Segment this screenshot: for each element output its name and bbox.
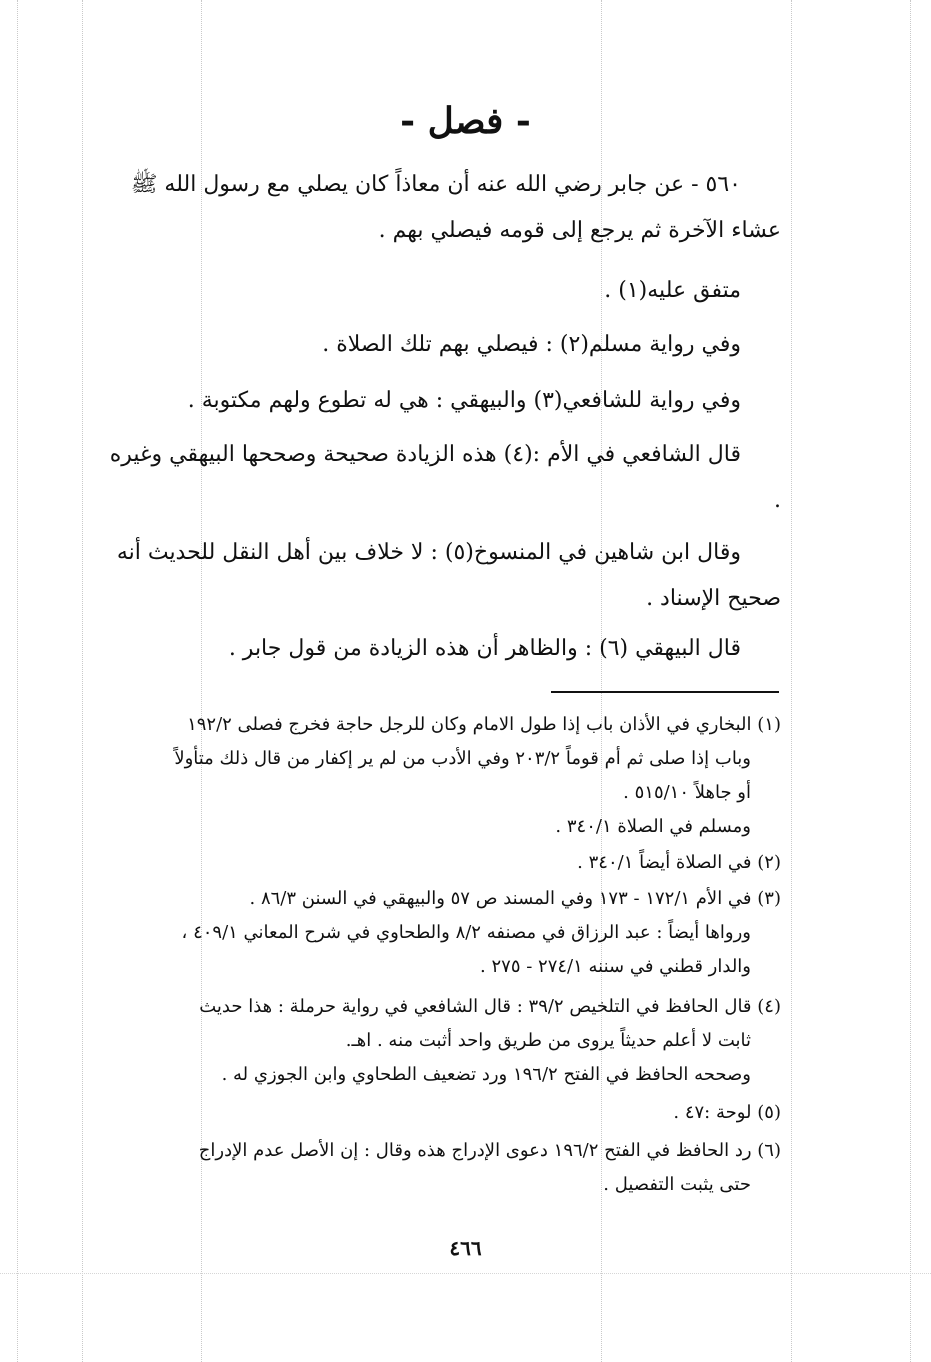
scan-guide-line: [17, 0, 18, 1362]
footnote-line: قال الحافظ في التلخيص ٣٩/٢ : قال الشافعي في رواية حرملة : هذا حديث: [199, 996, 752, 1017]
footnote-number: (٢): [757, 852, 781, 873]
footnote-line: ومسلم في الصلاة ٣٤٠/١ .: [555, 816, 751, 837]
footnote-line: رد الحافظ في الفتح ١٩٦/٢ دعوى الإدراج هذه وقال : إن الأصل عدم الإدراج: [198, 1140, 752, 1161]
footnote: [81, 846, 781, 880]
footnote-number: (٣): [757, 888, 781, 909]
footnote: [81, 708, 781, 844]
footnote-line: في الصلاة أيضاً ٣٤٠/١ .: [577, 852, 752, 873]
footnote: [81, 1134, 781, 1202]
scan-guide-line: [791, 0, 792, 1362]
footnote-line: وصححه الحافظ في الفتح ١٩٦/٢ ورد تضعيف الطحاوي وابن الجوزي له .: [221, 1064, 751, 1085]
footnote-line: حتى يثبت التفصيل .: [603, 1174, 751, 1195]
footnote-separator: [551, 691, 779, 693]
footnote-line: والدار قطني في سننه ٢٧٤/١ - ٢٧٥ .: [480, 956, 751, 977]
attribution-paragraph: متفق عليه(١) .: [604, 278, 741, 303]
footnote-line: البخاري في الأذان باب إذا طول الامام وكان للرجل حاجة فخرج فصلى ١٩٢/٢: [187, 714, 752, 735]
footnote-line: ورواها أيضاً : عبد الرزاق في مصنفه ٨/٢ والطحاوي في شرح المعاني ٤٠٩/١ ،: [181, 922, 751, 943]
footnote: [81, 990, 781, 1092]
footnote-number: (١): [757, 714, 781, 735]
footnote: [81, 1096, 781, 1130]
footnote-line: لوحة :٤٧ .: [673, 1102, 752, 1123]
footnote: [81, 882, 781, 984]
footnote-line: أو جاهلاً ٥١٥/١٠ .: [623, 782, 751, 803]
narration-paragraph: وفي رواية للشافعي(٣) والبيهقي : هي له تطوع ولهم مكتوبة .: [187, 388, 741, 413]
section-title: - فصل -: [400, 100, 531, 142]
commentary-paragraph: وقال ابن شاهين في المنسوخ(٥) : لا خلاف بين أهل النقل للحديث أنه صحيح الإسناد .: [116, 540, 781, 611]
footnote-number: (٤): [757, 996, 781, 1017]
scan-guide-line: [0, 1273, 931, 1274]
footnote-line: في الأم ١٧٢/١ - ١٧٣ وفي المسند ص ٥٧ والبيهقي في السنن ٨٦/٣ .: [249, 888, 752, 909]
footnote-number: (٦): [757, 1140, 781, 1161]
scan-guide-line: [910, 0, 911, 1362]
commentary-paragraph: قال الشافعي في الأم :(٤) هذه الزيادة صحيحة وصححها البيهقي وغيره .: [109, 442, 781, 513]
narration-paragraph: وفي رواية مسلم(٢) : فيصلي بهم تلك الصلاة .: [322, 332, 741, 357]
page-number: ٤٦٦: [449, 1236, 482, 1260]
footnote-number: (٥): [757, 1102, 781, 1123]
footnote-line: وباب إذا صلى ثم أم قوماً ٢٠٣/٢ وفي الأدب من لم ير إكفار من قال ذلك متأولاً: [174, 748, 751, 769]
footnote-line: ثابت لا أعلم حديثاً يروى من طريق واحد أثبت منه . اهـ.: [345, 1030, 751, 1051]
commentary-paragraph: قال البيهقي (٦) : والظاهر أن هذه الزيادة من قول جابر .: [228, 636, 741, 661]
hadith-paragraph: ٥٦٠ - عن جابر رضي الله عنه أن معاذاً كان يصلي مع رسول الله ﷺ عشاء الآخرة ثم يرجع إلى قومه فيصلي بهم .: [130, 172, 781, 243]
